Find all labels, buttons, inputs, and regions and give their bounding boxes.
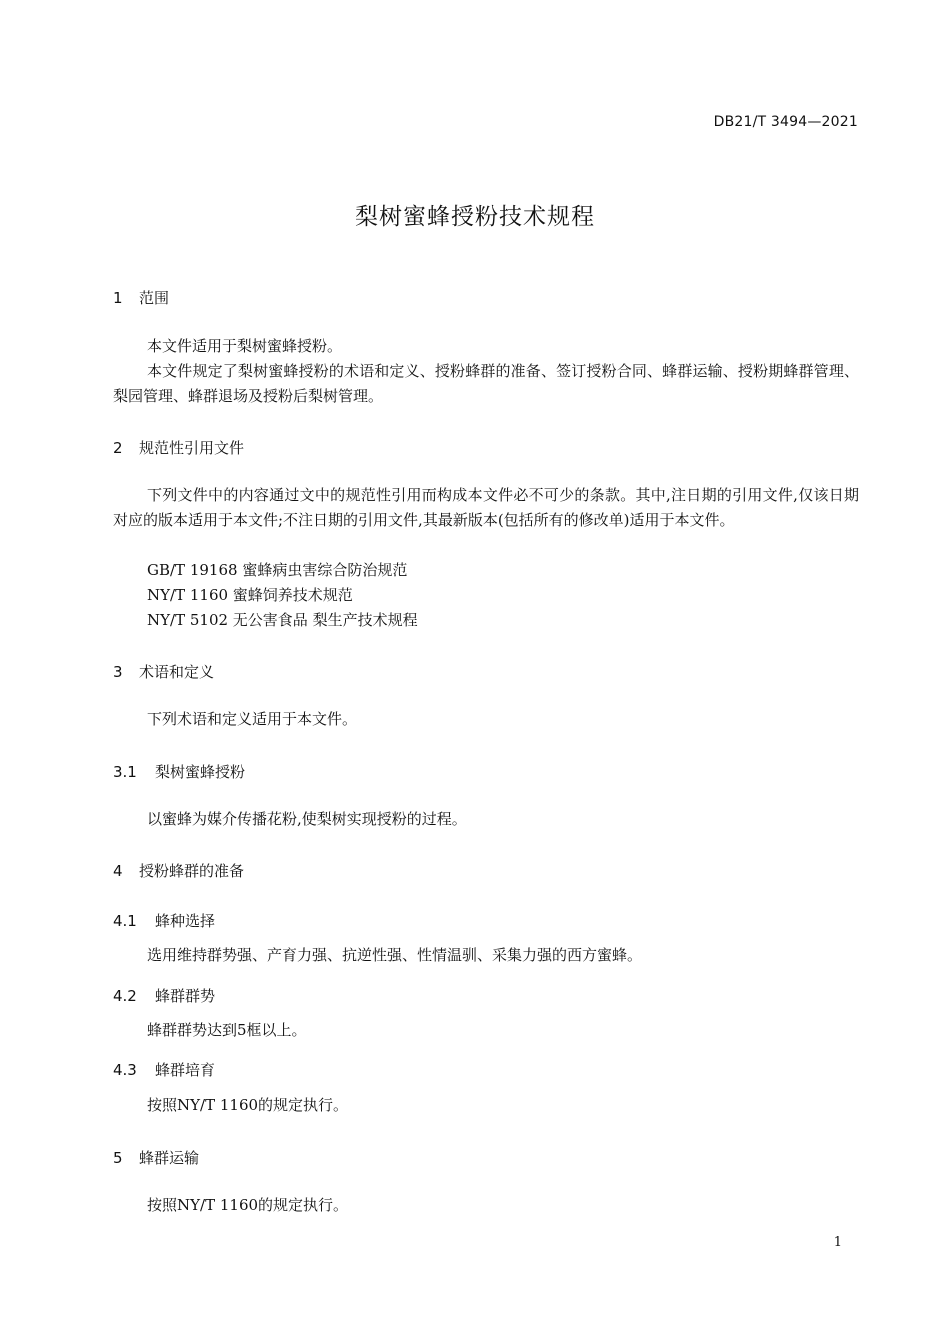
section-title: 授粉蜂群的准备 (139, 862, 245, 880)
section-3-1-paragraph-1: 以蜜蜂为媒介传播花粉,使梨树实现授粉的过程。 (147, 810, 467, 828)
section-number: 5 (113, 1149, 123, 1167)
section-4-heading (113, 860, 244, 881)
section-4-2-paragraph-1: 蜂群群势达到5框以上。 (147, 1021, 307, 1039)
section-4-3-heading (113, 1059, 215, 1080)
section-number: 3.1 (113, 763, 137, 781)
section-title: 蜂种选择 (155, 912, 216, 930)
section-3-heading (113, 661, 214, 682)
reference-item: NY/T 1160 蜜蜂饲养技术规范 (147, 586, 353, 604)
reference-item: NY/T 5102 无公害食品 梨生产技术规程 (147, 611, 418, 629)
section-number: 4 (113, 862, 123, 880)
section-title: 蜂群培育 (155, 1061, 216, 1079)
section-4-2-heading (113, 985, 215, 1006)
section-number: 4.1 (113, 912, 137, 930)
section-2-heading (113, 437, 244, 458)
section-number: 4.2 (113, 987, 137, 1005)
section-title: 蜂群运输 (139, 1149, 200, 1167)
section-title: 范围 (139, 289, 170, 307)
reference-item: GB/T 19168 蜜蜂病虫害综合防治规范 (147, 561, 408, 579)
section-number: 3 (113, 663, 123, 681)
section-number: 1 (113, 289, 123, 307)
section-5-paragraph-1: 按照NY/T 1160的规定执行。 (147, 1196, 349, 1214)
page-number: 1 (833, 1235, 842, 1250)
section-1-heading (113, 287, 169, 308)
section-4-3-paragraph-1: 按照NY/T 1160的规定执行。 (147, 1096, 349, 1114)
section-4-1-heading (113, 910, 215, 931)
section-3-paragraph-1: 下列术语和定义适用于本文件。 (147, 710, 358, 728)
section-1-paragraph-1: 本文件适用于梨树蜜蜂授粉。 (147, 337, 343, 355)
section-2-paragraph-1: 下列文件中的内容通过文中的规范性引用而构成本文件必不可少的条款。其中,注日期的引用文件,仅该日期对应的版本适用于本文件;不注日期的引用文件,其最新版本(包括所有的修改单)适用于本文件。 (113, 486, 859, 529)
section-4-1-paragraph-1: 选用维持群势强、产育力强、抗逆性强、性情温驯、采集力强的西方蜜蜂。 (147, 946, 643, 964)
section-title: 蜂群群势 (155, 987, 216, 1005)
section-3-1-heading (113, 761, 245, 782)
section-title: 规范性引用文件 (139, 439, 245, 457)
standard-number: DB21/T 3494—2021 (713, 114, 858, 130)
section-title: 术语和定义 (139, 663, 215, 681)
document-title: 梨树蜜蜂授粉技术规程 (355, 204, 595, 230)
section-1-paragraph-2: 本文件规定了梨树蜜蜂授粉的术语和定义、授粉蜂群的准备、签订授粉合同、蜂群运输、授粉期蜂群管理、梨园管理、蜂群退场及授粉后梨树管理。 (113, 362, 859, 405)
section-5-heading (113, 1147, 199, 1168)
section-title: 梨树蜜蜂授粉 (155, 763, 246, 781)
section-number: 2 (113, 439, 123, 457)
section-number: 4.3 (113, 1061, 137, 1079)
